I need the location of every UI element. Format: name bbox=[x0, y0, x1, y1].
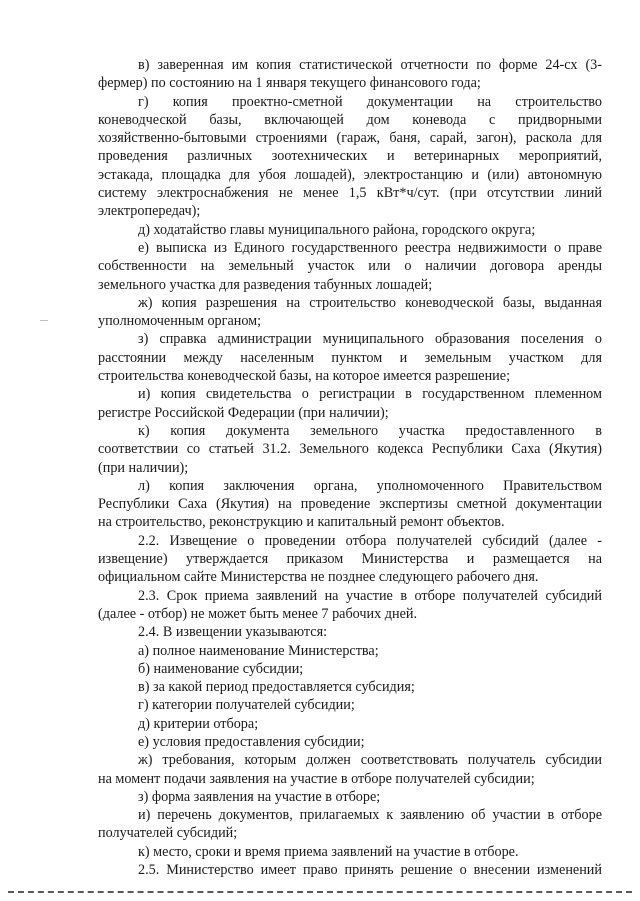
text-line: хозяйственно-бытовыми строениями (гараж, баня, сарай, загон), раскола для bbox=[98, 130, 602, 147]
text-line: 2.5. Министерство имеет право принять решение о внесении изменений bbox=[138, 862, 602, 879]
text-line: з) справка администрации муниципального образования поселения о bbox=[138, 331, 602, 348]
document-page bbox=[98, 56, 602, 879]
text-line: на строительство, реконструкцию и капитальный ремонт объектов. bbox=[98, 514, 505, 531]
text-line: а) полное наименование Министерства; bbox=[138, 642, 379, 659]
text-line: в) за какой период предоставляется субсидия; bbox=[138, 679, 415, 696]
text-line: г) категории получателей субсидии; bbox=[138, 697, 355, 714]
text-line: л) копия заключения органа, уполномоченного Правительством bbox=[138, 477, 602, 494]
text-line: д) ходатайство главы муниципального района, городского округа; bbox=[138, 221, 536, 238]
text-line: 2.3. Срок приема заявлений на участие в отборе получателей субсидий bbox=[138, 587, 602, 604]
text-line: собственности на земельный участок или о наличии договора аренды bbox=[98, 258, 602, 275]
text-line: систему электроснабжения не менее 1,5 кВт*ч/сут. (при отсутствии линий bbox=[98, 185, 602, 202]
text-line: ж) требования, которым должен соответствовать получатель субсидии bbox=[138, 752, 602, 769]
text-line: строительства коневодческой базы, на которое имеется разрешение; bbox=[98, 368, 511, 385]
text-line: к) копия документа земельного участка предоставленного в bbox=[138, 422, 602, 439]
text-line: на момент подачи заявления на участие в отборе получателей субсидии; bbox=[98, 770, 535, 787]
text-line: б) наименование субсидии; bbox=[138, 660, 304, 677]
text-line: к) место, сроки и время приема заявлений на участие в отборе. bbox=[138, 843, 519, 860]
text-line: земельного участка для разведения табунных лошадей; bbox=[98, 276, 433, 293]
text-line: проведения различных зоотехнических и ветеринарных мероприятий, bbox=[98, 148, 602, 165]
text-line: (при наличии); bbox=[98, 459, 189, 476]
text-line: д) критерии отбора; bbox=[138, 715, 259, 732]
text-line: коневодческой базы, включающей дом коневода с придворными bbox=[98, 111, 602, 128]
text-line: регистре Российской Федерации (при наличии); bbox=[98, 404, 389, 421]
text-line: электропередач); bbox=[98, 203, 201, 220]
text-line: уполномоченным органом; bbox=[98, 313, 262, 330]
text-line: 2.2. Извещение о проведении отбора получателей субсидий (далее - bbox=[138, 532, 602, 549]
text-line: е) условия предоставления субсидии; bbox=[138, 733, 365, 750]
text-line: и) перечень документов, прилагаемых к заявлению об участии в отборе bbox=[138, 807, 602, 824]
text-line: 2.4. В извещении указываются: bbox=[138, 624, 328, 641]
text-line: официальном сайте Министерства не позднее следующего рабочего дня. bbox=[98, 569, 539, 586]
text-line: в) заверенная им копия статистической отчетности по форме 24-сх (3- bbox=[138, 57, 602, 73]
text-line: эстакада, площадка для убоя лошадей), электростанцию и (или) автономную bbox=[98, 166, 602, 183]
text-line: и) копия свидетельства о регистрации в государственном племенном bbox=[138, 386, 602, 403]
text-line: расстоянии между населенным пунктом и земельным участком для bbox=[98, 349, 602, 366]
text-line: г) копия проектно-сметной документации на строительство bbox=[138, 93, 602, 110]
text-line: Республики Саха (Якутия) на проведение экспертизы сметной документации bbox=[98, 496, 602, 513]
scan-footer-rule bbox=[8, 891, 632, 893]
text-line: з) форма заявления на участие в отборе; bbox=[138, 788, 381, 805]
text-line: е) выписка из Единого государственного реестра недвижимости о праве bbox=[138, 239, 602, 256]
text-line: фермер) по состоянию на 1 января текущего финансового года; bbox=[98, 75, 481, 92]
text-line: ж) копия разрешения на строительство коневодческой базы, выданная bbox=[138, 294, 602, 311]
scan-edge-mark bbox=[40, 320, 48, 321]
text-line: получателей субсидий; bbox=[98, 825, 238, 842]
text-line: (далее - отбор) не может быть менее 7 рабочих дней. bbox=[98, 605, 418, 622]
text-line: соответствии со статьей 31.2. Земельного кодекса Республики Саха (Якутия) bbox=[98, 441, 602, 458]
text-line: извещение) утверждается приказом Министерства и размещается на bbox=[98, 551, 602, 568]
